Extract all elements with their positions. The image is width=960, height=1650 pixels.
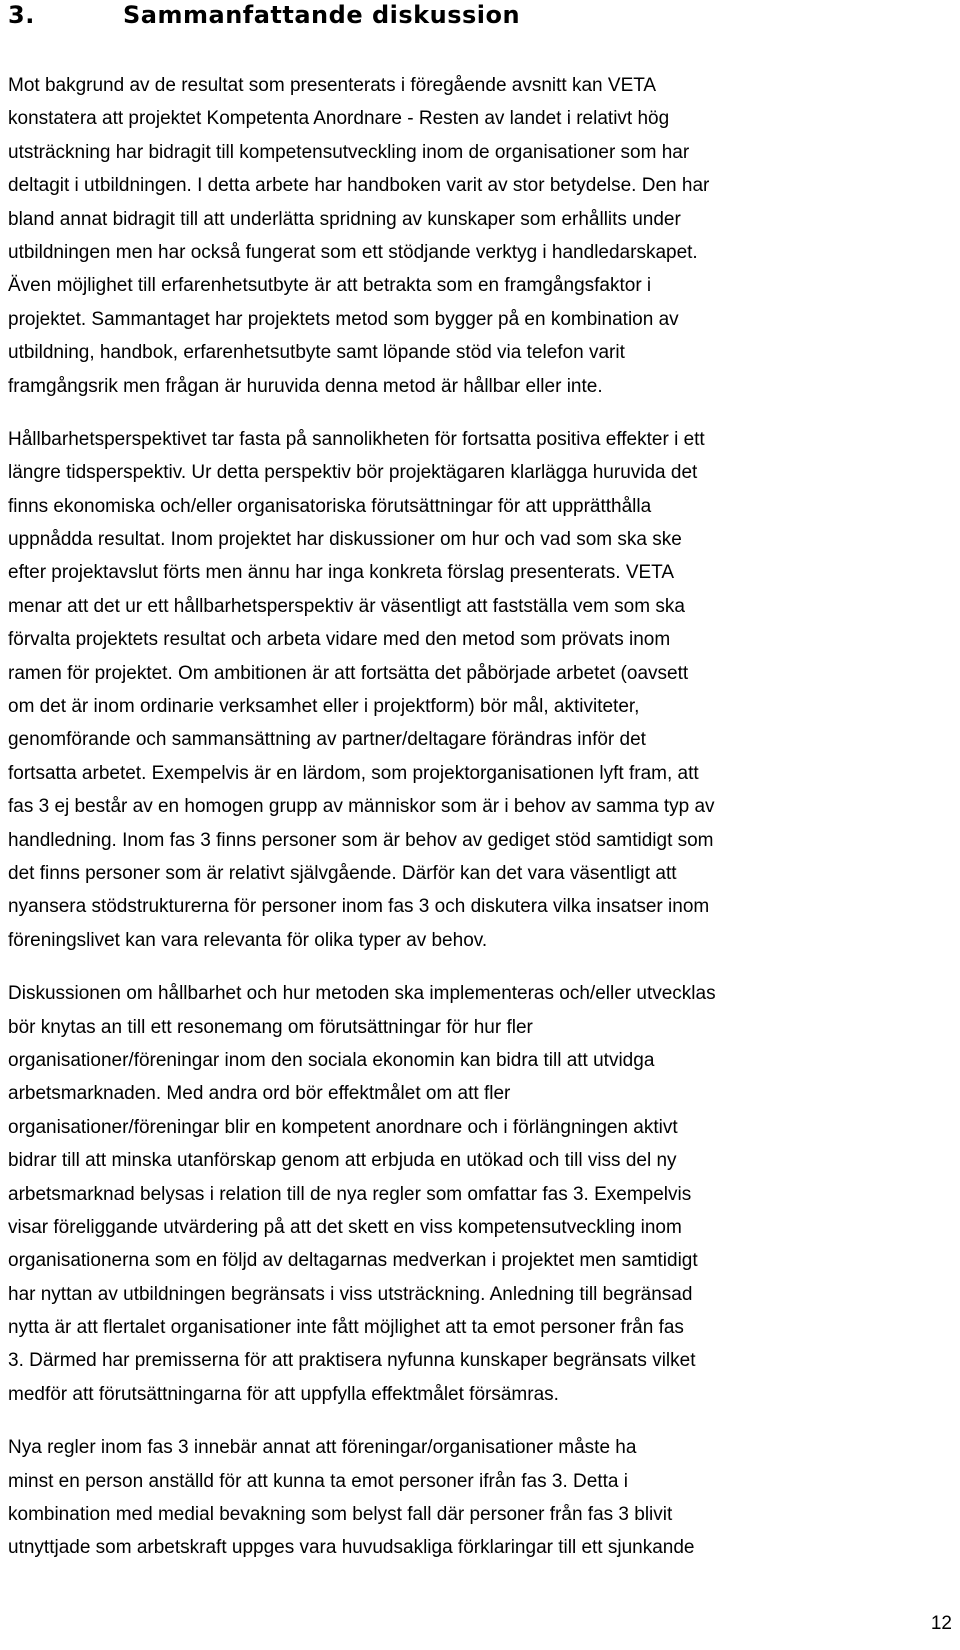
text-line: utbildning, handbok, erfarenhetsutbyte samt löpande stöd via telefon varit [8, 342, 625, 364]
text-line: längre tidsperspektiv. Ur detta perspektiv bör projektägaren klarlägga huruvida det [8, 462, 698, 484]
paragraph [8, 1431, 938, 1565]
text-line: det finns personer som är relativt självgående. Därför kan det vara väsentligt att [8, 862, 677, 884]
text-line: organisationerna som en följd av deltagarnas medverkan i projektet men samtidigt [8, 1250, 698, 1272]
text-line: visar föreliggande utvärdering på att det skett en viss kompetensutveckling inom [8, 1216, 682, 1238]
text-line: Hållbarhetsperspektivet tar fasta på sannolikheten för fortsatta positiva effekter i ett [8, 428, 705, 450]
text-line: organisationer/föreningar blir en kompetent anordnare och i förlängningen aktivt [8, 1116, 678, 1138]
text-line: ramen för projektet. Om ambitionen är att fortsätta det påbörjade arbetet (oavsett [8, 662, 689, 684]
text-line: finns ekonomiska och/eller organisatoriska förutsättningar för att upprätthålla [8, 495, 652, 517]
text-line: Även möjlighet till erfarenhetsutbyte är att betrakta som en framgångsfaktor i [8, 275, 652, 297]
text-line: utbildningen men har också fungerat som ett stödjande verktyg i handledarskapet. [8, 241, 698, 263]
text-line: bland annat bidragit till att underlätta spridning av kunskaper som erhållits under [8, 208, 681, 230]
text-line: projektet. Sammantaget har projektets metod som bygger på en kombination av [8, 308, 679, 330]
text-line: minst en person anställd för att kunna ta emot personer ifrån fas 3. Detta i [8, 1470, 628, 1492]
page-number: 12 [930, 1613, 952, 1634]
body-text [8, 69, 938, 1585]
text-line: genomförande och sammansättning av partner/deltagare förändras inför det [8, 729, 646, 751]
text-line: uppnådda resultat. Inom projektet har diskussioner om hur och vad som ska ske [8, 529, 682, 551]
text-line: konstatera att projektet Kompetenta Anordnare - Resten av landet i relativt hög [8, 108, 670, 130]
section-heading [8, 0, 520, 30]
text-line: Mot bakgrund av de resultat som presenterats i föregående avsnitt kan VETA [8, 75, 657, 96]
text-line: nyansera stödstrukturerna för personer inom fas 3 och diskutera vilka insatser inom [8, 896, 710, 918]
section-number: 3. [8, 1, 35, 29]
text-line: bidrar till att minska utanförskap genom att erbjuda en utökad och till viss del ny [8, 1150, 677, 1172]
text-line: arbetsmarknaden. Med andra ord bör effektmålet om att fler [8, 1083, 511, 1105]
text-line: utsträckning har bidragit till kompetensutveckling inom de organisationer som har [8, 141, 690, 163]
text-line: kombination med medial bevakning som belyst fall där personer från fas 3 blivit [8, 1504, 673, 1526]
text-line: efter projektavslut förts men ännu har inga konkreta förslag presenterats. VETA [8, 562, 675, 584]
section-title: Sammanfattande diskussion [123, 1, 521, 29]
text-line: 3. Därmed har premisserna för att praktisera nyfunna kunskaper begränsats vilket [8, 1350, 696, 1372]
paragraph [8, 977, 938, 1411]
text-line: föreningslivet kan vara relevanta för olika typer av behov. [8, 929, 488, 951]
text-line: deltagit i utbildningen. I detta arbete har handboken varit av stor betydelse. Den har [8, 175, 710, 197]
text-line: medför att förutsättningarna för att uppfylla effektmålet försämras. [8, 1383, 559, 1405]
text-line: arbetsmarknad belysas i relation till de nya regler som omfattar fas 3. Exempelvis [8, 1183, 692, 1205]
text-line: om det är inom ordinarie verksamhet eller i projektform) bör mål, aktiviteter, [8, 696, 640, 718]
text-line: Nya regler inom fas 3 innebär annat att föreningar/organisationer måste ha [8, 1437, 637, 1459]
text-line: menar att det ur ett hållbarhetsperspektiv är väsentligt att fastställa vem som ska [8, 595, 685, 617]
text-line: handledning. Inom fas 3 finns personer som är behov av gediget stöd samtidigt som [8, 829, 714, 851]
paragraph [8, 69, 938, 403]
paragraph [8, 423, 938, 957]
text-line: fortsatta arbetet. Exempelvis är en lärdom, som projektorganisationen lyft fram, att [8, 762, 699, 784]
text-line: framgångsrik men frågan är huruvida denna metod är hållbar eller inte. [8, 375, 603, 397]
text-line: Diskussionen om hållbarhet och hur metoden ska implementeras och/eller utvecklas [8, 983, 716, 1005]
text-line: förvalta projektets resultat och arbeta vidare med den metod som prövats inom [8, 629, 671, 651]
text-line: organisationer/föreningar inom den sociala ekonomin kan bidra till att utvidga [8, 1049, 655, 1071]
text-line: nytta är att flertalet organisationer inte fått möjlighet att ta emot personer från fas [8, 1317, 684, 1339]
text-line: utnyttjade som arbetskraft uppges vara huvudsakliga förklaringar till ett sjunkande [8, 1537, 695, 1559]
text-line: har nyttan av utbildningen begränsats i viss utsträckning. Anledning till begränsad [8, 1283, 693, 1305]
text-line: bör knytas an till ett resonemang om förutsättningar för hur fler [8, 1016, 533, 1038]
text-line: fas 3 ej består av en homogen grupp av människor som är i behov av samma typ av [8, 796, 715, 818]
